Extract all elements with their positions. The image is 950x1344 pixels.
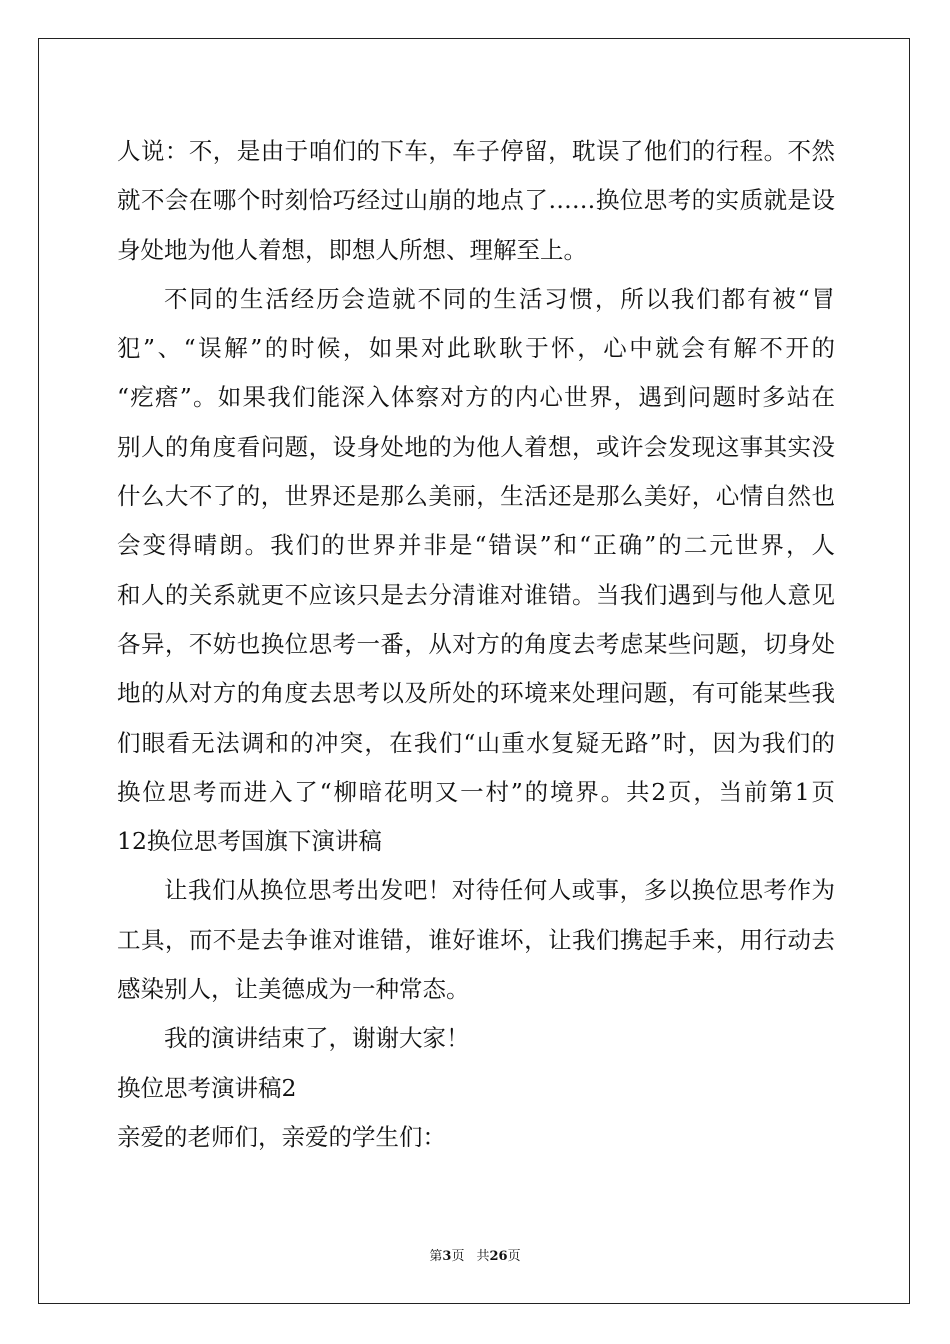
text-line: 不同的生活经历会造就不同的生活习惯，所以我们都有被“冒 [164, 284, 835, 313]
page-prefix: 第 [429, 1249, 443, 1264]
text-line: 犯”、“误解”的时候，如果对此耿耿于怀，心中就会有解不开的 [117, 334, 835, 363]
page-suffix: 页 [451, 1249, 465, 1264]
section-heading: 换位思考演讲稿2 [117, 1073, 297, 1102]
document-body [117, 127, 835, 1162]
page-footer [0, 1248, 950, 1266]
text-line: 会变得晴朗。我们的世界并非是“错误”和“正确”的二元世界，人 [117, 531, 835, 560]
text-line: 感染别人，让美德成为一种常态。 [117, 975, 470, 1004]
text-line: 我的演讲结束了，谢谢大家！ [164, 1024, 470, 1053]
text-line: 和人的关系就更不应该只是去分清谁对谁错。当我们遇到与他人意见 [117, 580, 835, 609]
text-line: “疙瘩”。如果我们能深入体察对方的内心世界，遇到问题时多站在 [117, 383, 835, 412]
text-line: 地的从对方的角度去思考以及所处的环境来处理问题，有可能某些我 [117, 679, 835, 708]
text-line: 别人的角度看问题，设身处地的为他人着想，或许会发现这事其实没 [117, 432, 835, 461]
total-prefix: 共 [476, 1249, 490, 1264]
salutation: 亲爱的老师们，亲爱的学生们： [117, 1122, 446, 1151]
text-line: 身处地为他人着想，即想人所想、理解至上。 [117, 235, 587, 264]
text-line: 换位思考而进入了“柳暗花明又一村”的境界。共2页，当前第1页 [117, 777, 835, 806]
text-line: 们眼看无法调和的冲突，在我们“山重水复疑无路”时，因为我们的 [117, 728, 835, 757]
text-line: 工具，而不是去争谁对谁错，谁好谁坏，让我们携起手来，用行动去 [117, 925, 835, 954]
text-line: 什么大不了的，世界还是那么美丽，生活还是那么美好，心情自然也 [117, 482, 835, 511]
total-suffix: 页 [507, 1249, 521, 1264]
text-line: 人说：不，是由于咱们的下车，车子停留，耽误了他们的行程。不然 [117, 137, 835, 165]
text-line: 让我们从换位思考出发吧！对待任何人或事，多以换位思考作为 [164, 876, 835, 905]
section-heading: 12换位思考国旗下演讲稿 [117, 827, 382, 856]
text-line: 就不会在哪个时刻恰巧经过山崩的地点了……换位思考的实质就是设 [117, 186, 835, 215]
text-line: 各异，不妨也换位思考一番，从对方的角度去考虑某些问题，切身处 [117, 629, 835, 658]
total-pages: 26 [489, 1249, 508, 1264]
page-number: 3 [442, 1249, 452, 1264]
